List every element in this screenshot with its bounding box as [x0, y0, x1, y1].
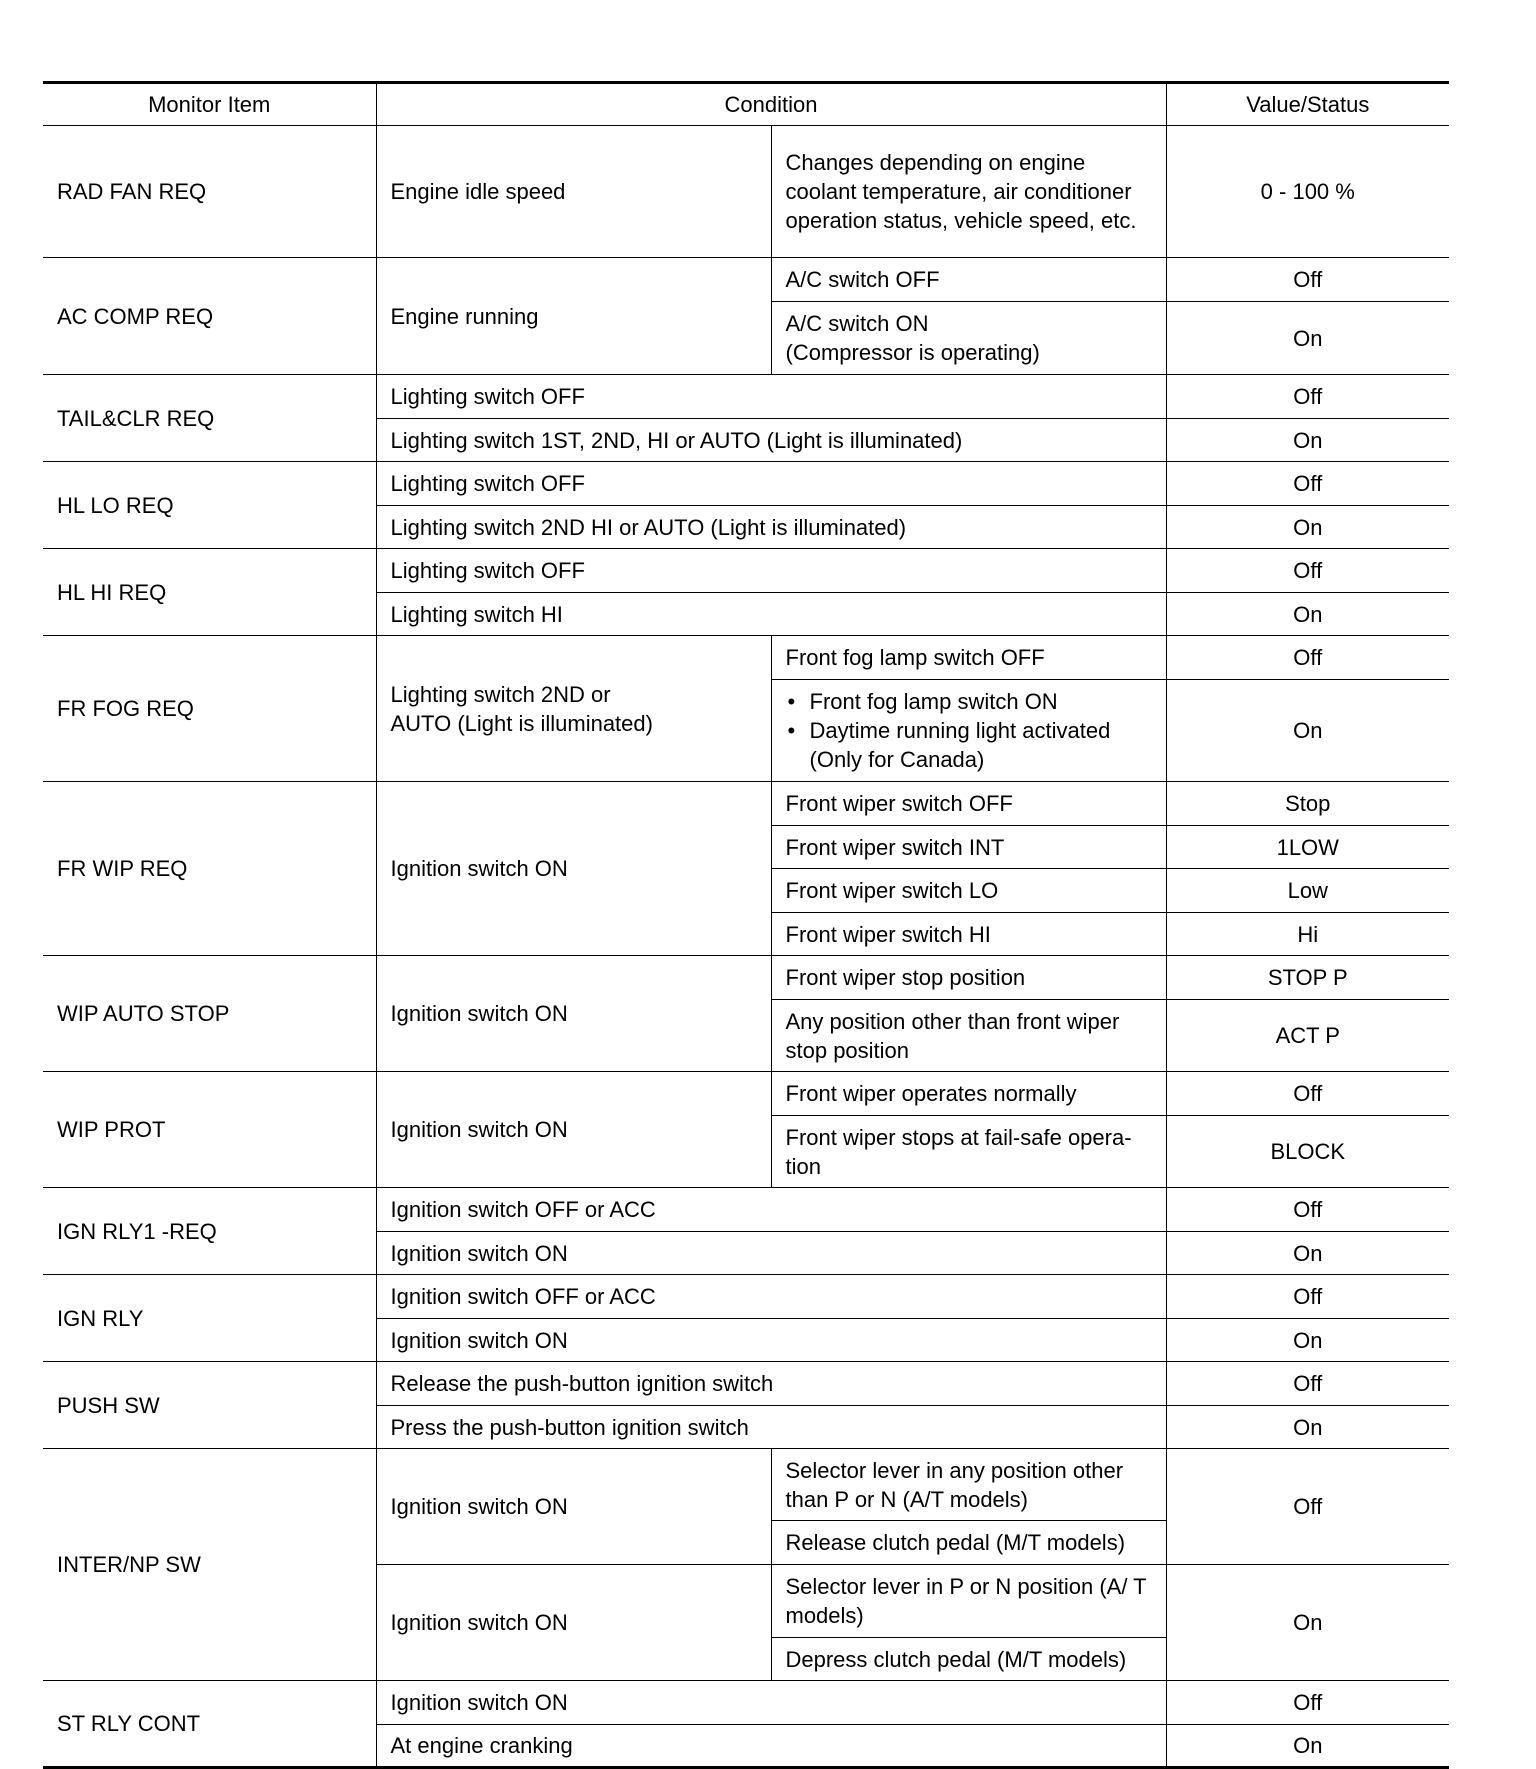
sub-condition-cell: Front wiper operates normally	[771, 1072, 1166, 1116]
bullet-item: • Daytime running light activated (Only for Canada)	[786, 716, 1152, 774]
condition-cell: Ignition switch ON	[376, 1449, 771, 1565]
monitor-item-fr-wip-req: FR WIP REQ	[43, 782, 376, 956]
condition-cell: Release the push-button ignition switch	[376, 1362, 1166, 1406]
value-cell: On	[1166, 302, 1449, 375]
table-row	[43, 956, 1449, 1000]
monitor-item-wip-prot: WIP PROT	[43, 1072, 376, 1188]
condition-cell: Ignition switch ON	[376, 1319, 1166, 1362]
sub-condition-cell: Front wiper switch INT	[771, 826, 1166, 869]
condition-cell: Lighting switch HI	[376, 593, 1166, 636]
value-cell: On	[1166, 593, 1449, 636]
bullet-item: • Front fog lamp switch ON	[786, 687, 1152, 716]
value-cell: Stop	[1166, 782, 1449, 826]
sub-condition-cell	[771, 680, 1166, 782]
value-cell: Off	[1166, 1072, 1449, 1116]
value-cell: On	[1166, 1232, 1449, 1275]
monitor-item-push-sw: PUSH SW	[43, 1362, 376, 1449]
monitor-item-ign-rly1-req: IGN RLY1 -REQ	[43, 1188, 376, 1275]
value-cell: Off	[1166, 636, 1449, 680]
condition-cell: Press the push-button ignition switch	[376, 1406, 1166, 1449]
sub-condition-cell: Front wiper stops at fail-safe opera-tion	[771, 1116, 1166, 1188]
value-cell: Hi	[1166, 913, 1449, 956]
value-cell: 0 - 100 %	[1166, 126, 1449, 258]
condition-cell: Lighting switch 1ST, 2ND, HI or AUTO (Light is illuminated)	[376, 419, 1166, 462]
sub-condition-cell: Front wiper switch LO	[771, 869, 1166, 913]
value-cell: Low	[1166, 869, 1449, 913]
condition-cell: Ignition switch OFF or ACC	[376, 1188, 1166, 1232]
sub-condition-cell: Front fog lamp switch OFF	[771, 636, 1166, 680]
value-cell: On	[1166, 1565, 1449, 1681]
value-cell: On	[1166, 1319, 1449, 1362]
monitor-item-st-rly-cont: ST RLY CONT	[43, 1681, 376, 1768]
condition-cell: Ignition switch ON	[376, 782, 771, 956]
sub-condition-cell: Front wiper stop position	[771, 956, 1166, 1000]
value-cell: BLOCK	[1166, 1116, 1449, 1188]
monitor-item-rad-fan-req: RAD FAN REQ	[43, 126, 376, 258]
value-cell: Off	[1166, 1362, 1449, 1406]
monitor-item-table	[43, 81, 1449, 1769]
sub-condition-cell	[771, 302, 1166, 375]
table-row	[43, 126, 1449, 258]
table-row	[43, 1362, 1449, 1406]
condition-cell: Engine idle speed	[376, 126, 771, 258]
header-condition: Condition	[376, 83, 1166, 126]
condition-cell: Lighting switch OFF	[376, 375, 1166, 419]
sub-condition-cell: A/C switch OFF	[771, 258, 1166, 302]
value-cell: Off	[1166, 1275, 1449, 1319]
sub-condition-cell: Any position other than front wiper stop position	[771, 1000, 1166, 1072]
monitor-item-inter-np-sw: INTER/NP SW	[43, 1449, 376, 1681]
condition-cell: Ignition switch ON	[376, 1072, 771, 1188]
table-row	[43, 1188, 1449, 1232]
condition-line: AUTO (Light is illuminated)	[390, 710, 653, 736]
monitor-item-ign-rly: IGN RLY	[43, 1275, 376, 1362]
value-cell: ACT P	[1166, 1000, 1449, 1072]
sub-condition-line: (Compressor is operating)	[785, 340, 1040, 365]
value-cell: Off	[1166, 549, 1449, 593]
table-row	[43, 782, 1449, 826]
condition-cell: At engine cranking	[376, 1725, 1166, 1768]
value-cell: 1LOW	[1166, 826, 1449, 869]
value-cell: Off	[1166, 258, 1449, 302]
sub-condition-line: A/C switch ON	[785, 311, 929, 336]
header-value-status: Value/Status	[1166, 83, 1449, 126]
condition-cell: Ignition switch ON	[376, 1232, 1166, 1275]
value-cell: On	[1166, 419, 1449, 462]
sub-condition-cell: Front wiper switch HI	[771, 913, 1166, 956]
sub-condition-cell: Release clutch pedal (M/T models)	[771, 1521, 1166, 1565]
value-cell: Off	[1166, 1449, 1449, 1565]
table-row	[43, 258, 1449, 302]
condition-cell: Lighting switch 2ND HI or AUTO (Light is illuminated)	[376, 506, 1166, 549]
table-row	[43, 549, 1449, 593]
sub-condition-cell: Front wiper switch OFF	[771, 782, 1166, 826]
condition-cell: Ignition switch OFF or ACC	[376, 1275, 1166, 1319]
value-cell: Off	[1166, 1681, 1449, 1725]
value-cell: Off	[1166, 375, 1449, 419]
monitor-item-hl-hi-req: HL HI REQ	[43, 549, 376, 636]
value-cell: STOP P	[1166, 956, 1449, 1000]
sub-condition-cell: Changes depending on engine coolant temperature, air conditioner operation status, vehicle speed, etc.	[771, 126, 1166, 258]
value-cell: Off	[1166, 1188, 1449, 1232]
condition-cell	[376, 636, 771, 782]
condition-line: Lighting switch 2ND or	[390, 681, 611, 707]
value-cell: On	[1166, 506, 1449, 549]
table-row	[43, 1449, 1449, 1521]
condition-cell: Ignition switch ON	[376, 1565, 771, 1681]
table-row	[43, 1681, 1449, 1725]
bullet-list	[786, 687, 1152, 774]
sub-condition-cell: Depress clutch pedal (M/T models)	[771, 1638, 1166, 1681]
table-row	[43, 1072, 1449, 1116]
table-row	[43, 1275, 1449, 1319]
table-row	[43, 462, 1449, 506]
monitor-item-tail-clr-req: TAIL&CLR REQ	[43, 375, 376, 462]
value-cell: On	[1166, 1725, 1449, 1768]
monitor-item-fr-fog-req: FR FOG REQ	[43, 636, 376, 782]
condition-cell: Lighting switch OFF	[376, 462, 1166, 506]
condition-cell: Lighting switch OFF	[376, 549, 1166, 593]
sub-condition-cell: Selector lever in any position other than P or N (A/T models)	[771, 1449, 1166, 1521]
table-row	[43, 636, 1449, 680]
table-row	[43, 375, 1449, 419]
value-cell: On	[1166, 680, 1449, 782]
value-cell: On	[1166, 1406, 1449, 1449]
sub-condition-cell: Selector lever in P or N position (A/ T models)	[771, 1565, 1166, 1638]
monitor-item-hl-lo-req: HL LO REQ	[43, 462, 376, 549]
condition-cell: Ignition switch ON	[376, 956, 771, 1072]
condition-cell: Ignition switch ON	[376, 1681, 1166, 1725]
header-monitor-item: Monitor Item	[43, 83, 376, 126]
monitor-item-wip-auto-stop: WIP AUTO STOP	[43, 956, 376, 1072]
condition-cell: Engine running	[376, 258, 771, 375]
monitor-item-ac-comp-req: AC COMP REQ	[43, 258, 376, 375]
value-cell: Off	[1166, 462, 1449, 506]
